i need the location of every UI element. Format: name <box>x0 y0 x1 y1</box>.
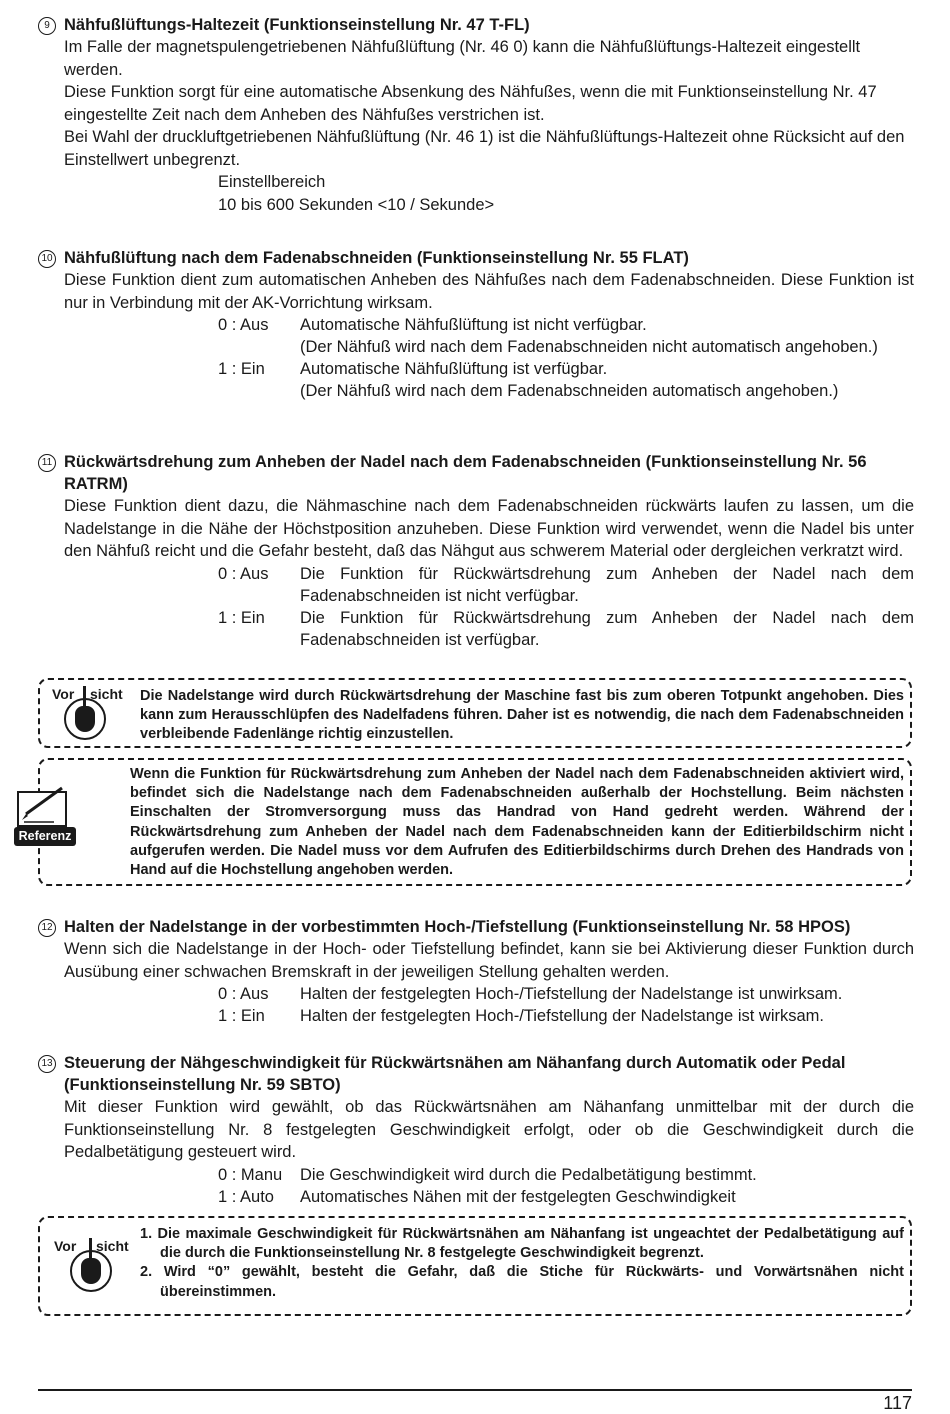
hand-stop-icon <box>70 1250 112 1292</box>
option-note: (Der Nähfuß wird nach dem Fadenabschneiden nicht automatisch angehoben.) <box>300 338 878 356</box>
section-13-heading <box>38 1052 914 1096</box>
option-row <box>38 983 914 1005</box>
option-row <box>38 1186 914 1208</box>
caution-item: 2. Wird “0” gewählt, besteht die Gefahr, daß die Stiche für Rückwärts- und Vorwärtsnähen nicht übereinstimmen. <box>140 1264 904 1300</box>
paragraph: Diese Funktion dient dazu, die Nähmaschine nach dem Fadenabschneiden rückwärts laufen zu lassen, um die Nadelstange in die Nähe der Höchstposition anzuheben. Diese Funktion wird verwendet, wenn die Nadel bis unter den Nähfuß reicht und die Gefahr besteht, daß das Nähgut aus schwerem Material oder dergleichen verkratzt wird. <box>64 497 914 560</box>
section-10-heading <box>38 247 914 269</box>
paragraph: Mit dieser Funktion wird gewählt, ob das Rückwärtsnähen am Nähanfang unmittelbar mit der durch die Funktionseinstellung Nr. 8 festgelegten Geschwindigkeit erfolgt, oder ob die Geschwindigkeit durch die Pedalbetätigung gesteuert wird. <box>64 1098 914 1161</box>
option-value: Automatische Nähfußlüftung ist nicht verfügbar. <box>300 316 647 334</box>
option-row <box>38 563 914 607</box>
paragraph: Diese Funktion sorgt für eine automatische Absenkung des Nähfußes, wenn die mit Funktionseinstellung Nr. 47 eingestellte Zeit nach dem Anheben des Nähfußes verstrichen ist. <box>64 83 877 124</box>
caution-icon <box>48 686 124 752</box>
caution-list <box>140 1225 904 1302</box>
option-row <box>38 1164 914 1186</box>
section-number: 13 <box>38 1055 56 1073</box>
option-value: Halten der festgelegten Hoch-/Tiefstellung der Nadelstange ist wirksam. <box>300 1007 824 1025</box>
hand-stop-icon <box>64 698 106 740</box>
section-13 <box>38 1052 914 1208</box>
option-key: 1 : Auto <box>218 1187 274 1206</box>
caution-box <box>38 678 912 748</box>
caution-box <box>38 1216 912 1316</box>
option-key: 0 : Manu <box>218 1165 283 1184</box>
option-key: 1 : Ein <box>218 608 265 627</box>
paragraph: Wenn sich die Nadelstange in der Hoch- oder Tiefstellung befindet, kann sie bei Aktivierung dieser Funktion durch Ausübung einer schwachen Bremskraft in der jeweiligen Stellung gehalten werden. <box>64 940 914 981</box>
option-note: (Der Nähfuß wird nach dem Fadenabschneiden automatisch angehoben.) <box>300 382 839 400</box>
section-title: Nähfußlüftung nach dem Fadenabschneiden (Funktionseinstellung Nr. 55 FLAT) <box>64 249 689 267</box>
section-9 <box>38 14 914 217</box>
section-title: Halten der Nadelstange in der vorbestimmten Hoch-/Tiefstellung (Funktionseinstellung Nr. 58 HPOS) <box>64 918 851 936</box>
option-key: 0 : Aus <box>218 316 269 334</box>
caution-text: Die Nadelstange wird durch Rückwärtsdrehung der Maschine fast bis zum oberen Totpunkt angehoben. Dies kann zum Herausschlüpfen des Nadelfadens führen. Daher ist es notwendig, die nach dem Fadenabschneiden verbleibende Fadenlänge richtig einzustellen. <box>140 688 904 743</box>
page-number: 117 <box>883 1393 912 1413</box>
section-title: Nähfußlüftungs-Haltezeit (Funktionseinstellung Nr. 47 T-FL) <box>64 16 530 34</box>
option-key: 0 : Aus <box>218 564 269 583</box>
range-value: 10 bis 600 Sekunden <10 / Sekunde> <box>218 196 495 214</box>
paragraph: Bei Wahl der druckluftgetriebenen Nähfußlüftung (Nr. 46 1) ist die Nähfußlüftungs-Haltezeit ohne Rücksicht auf den Einstellwert unbegrenzt. <box>64 128 905 169</box>
section-title: Rückwärtsdrehung zum Anheben der Nadel nach dem Fadenabschneiden (Funktionseinstellung Nr. 56 RATRM) <box>64 453 867 493</box>
caution-word-left: Vor <box>52 686 75 702</box>
option-value: Die Geschwindigkeit wird durch die Pedalbetätigung bestimmt. <box>300 1165 757 1184</box>
footer-rule <box>38 1389 912 1391</box>
section-9-heading <box>38 14 914 36</box>
section-number: 12 <box>38 919 56 937</box>
option-value: Automatische Nähfußlüftung ist verfügbar. <box>300 360 608 378</box>
section-number: 11 <box>38 454 56 472</box>
option-value: Automatisches Nähen mit der festgelegten Geschwindigkeit <box>300 1187 736 1206</box>
option-key: 0 : Aus <box>218 985 269 1003</box>
section-11-heading <box>38 451 914 495</box>
reference-label: Referenz <box>14 827 76 846</box>
option-value: Die Funktion für Rückwärtsdrehung zum Anheben der Nadel nach dem Fadenabschneiden ist verfügbar. <box>300 608 914 649</box>
reference-icon <box>14 786 116 854</box>
option-row <box>38 1005 914 1027</box>
option-row <box>38 314 914 358</box>
paragraph: Diese Funktion dient zum automatischen Anheben des Nähfußes nach dem Fadenabschneiden. Diese Funktion ist nur in Verbindung mit der AK-Vorrichtung wirksam. <box>64 271 914 312</box>
option-row <box>38 358 914 402</box>
section-12-heading <box>38 916 914 938</box>
section-title: Steuerung der Nähgeschwindigkeit für Rückwärtsnähen am Nähanfang durch Automatik oder Pedal (Funktionseinstellung Nr. 59 SBTO) <box>64 1054 846 1094</box>
option-key: 1 : Ein <box>218 360 265 378</box>
section-11 <box>38 451 914 651</box>
caution-item: 1. Die maximale Geschwindigkeit für Rückwärtsnähen am Nähanfang ist ungeachtet der Pedalbetätigung auf die durch die Funktionseinstellung Nr. 8 festgelegte Geschwindigkeit begrenzt. <box>140 1226 904 1262</box>
section-10 <box>38 247 914 402</box>
section-number: 10 <box>38 250 56 268</box>
caution-word-left: Vor <box>54 1238 77 1254</box>
option-row <box>38 607 914 651</box>
option-value: Halten der festgelegten Hoch-/Tiefstellung der Nadelstange ist unwirksam. <box>300 985 843 1003</box>
option-value: Die Funktion für Rückwärtsdrehung zum Anheben der Nadel nach dem Fadenabschneiden ist nicht verfügbar. <box>300 564 914 605</box>
section-number: 9 <box>38 17 56 35</box>
notepad-pen-icon <box>14 786 76 828</box>
range-label: Einstellbereich <box>218 173 326 191</box>
reference-text: Wenn die Funktion für Rückwärtsdrehung zum Anheben der Nadel nach dem Fadenabschneiden aktiviert wird, befindet sich die Nadelstange nach dem Fadenabschneiden außerhalb der Hochstellung. Beim nächsten Einschalten der Stromversorgung muss das Handrad von Hand gedreht werden. Während der Rückwärtsdrehung zum Anheben der Nadel nach dem Fadenabschneiden kann der Editierbildschirm nicht aufgerufen werden. Die Nadel muss vor dem Aufrufen des Editierbildschirms durch Drehen des Handrads von Hand auf die Hochstellung angehoben werden. <box>130 766 904 879</box>
section-12 <box>38 916 914 1027</box>
option-key: 1 : Ein <box>218 1007 265 1025</box>
caution-word-right: sicht <box>90 686 123 702</box>
caution-icon <box>54 1238 130 1304</box>
caution-word-right: sicht <box>96 1238 129 1254</box>
reference-box <box>38 758 912 886</box>
paragraph: Im Falle der magnetspulengetriebenen Nähfußlüftung (Nr. 46 0) kann die Nähfußlüftungs-Haltezeit eingestellt werden. <box>64 38 861 79</box>
